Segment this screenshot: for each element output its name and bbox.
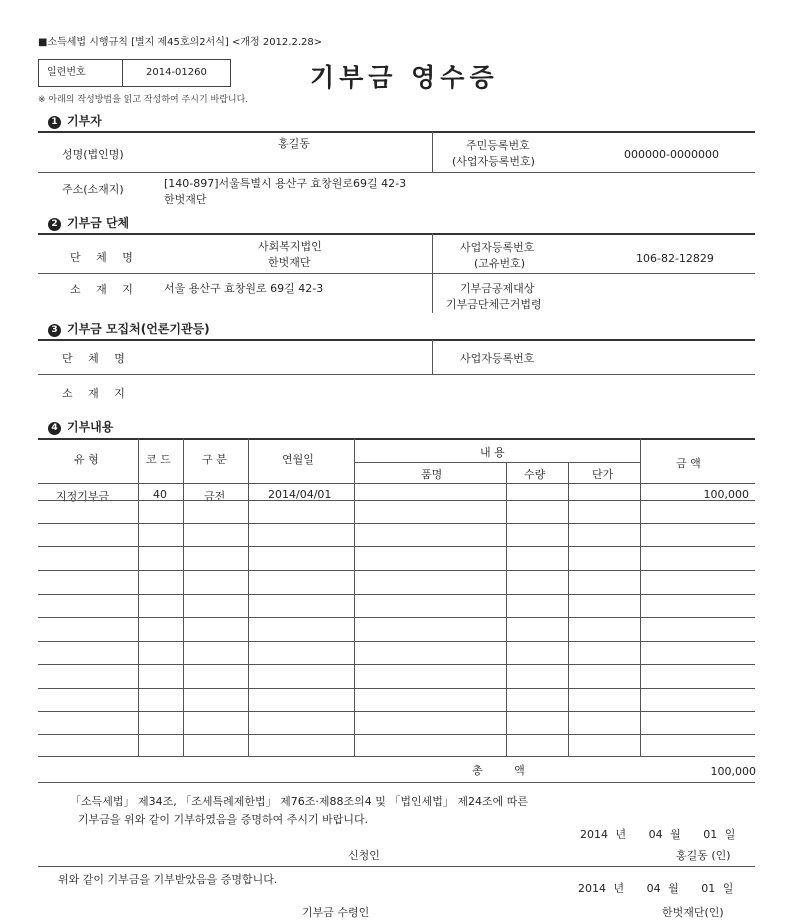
cell-date: 2014/04/01 <box>268 488 332 501</box>
divider <box>38 866 755 867</box>
total-value: 100,000 <box>710 765 756 778</box>
col-header-type: 유 형 <box>74 453 99 466</box>
col-header-code: 코 드 <box>146 453 171 466</box>
org-name-line1: 사회복지법인 <box>258 240 322 253</box>
grid-line <box>38 641 755 642</box>
col-header-date: 연월일 <box>282 453 314 466</box>
cell-type: 지정기부금 <box>56 490 110 503</box>
application-date <box>580 826 735 842</box>
donor-address-line1: [140-897]서울특별시 용산구 효창원로69길 42-3 <box>164 177 407 190</box>
org-reg-label-2: (고유번호) <box>474 257 526 270</box>
divider <box>38 172 755 173</box>
grid-line <box>183 438 184 756</box>
donor-id-value: 000000-0000000 <box>624 148 719 161</box>
grid-line <box>248 438 249 756</box>
org-name-line2: 한벗재단 <box>268 256 311 269</box>
section-number-badge: 4 <box>48 422 61 435</box>
serial-divider <box>122 60 123 86</box>
org-reg-value: 106-82-12829 <box>636 252 714 265</box>
grid-line <box>38 664 755 665</box>
serial-number-box <box>38 59 231 87</box>
grid-line <box>38 782 755 783</box>
org-name-label: 단 체 명 <box>70 251 139 264</box>
org-basis-label-2: 기부금단체근거법령 <box>446 298 542 311</box>
org-reg-label-1: 사업자등록번호 <box>460 241 535 254</box>
legal-statement-line1: 「소득세법」 제34조, 「조세특례제한법」 제76조·제88조의4 및 「법인세법」 제24조에 따른 <box>70 795 528 808</box>
section-title: 기부금 단체 <box>67 216 130 230</box>
year-unit: 년 <box>613 882 625 895</box>
page-title: 기부금 영수증 <box>310 63 499 92</box>
grid-line <box>38 756 755 757</box>
section-collector-heading <box>48 320 210 337</box>
legal-statement-line2: 기부금을 위와 같이 기부하였음을 증명하여 주시기 바랍니다. <box>78 813 369 826</box>
donor-id-label-1: 주민등록번호 <box>466 139 530 152</box>
section-number-badge: 3 <box>48 324 61 337</box>
grid-line <box>38 570 755 571</box>
grid-line <box>38 483 755 484</box>
donor-address-label: 주소(소재지) <box>62 183 124 196</box>
donor-name-label: 성명(법인명) <box>62 148 124 161</box>
collector-name-label: 단 체 명 <box>62 352 131 365</box>
applicant-label: 신청인 <box>348 849 380 862</box>
collector-location-label: 소 재 지 <box>62 387 131 400</box>
day-unit: 일 <box>724 828 736 841</box>
date1-year: 2014 <box>580 828 608 841</box>
grid-line <box>38 617 755 618</box>
form-reference: ■소득세법 시행규칙 [별지 제45호의2서식] <개정 2012.2.28> <box>38 37 323 48</box>
grid-line <box>640 438 641 756</box>
grid-line <box>354 462 640 463</box>
org-basis-label-1: 기부금공제대상 <box>460 282 535 295</box>
instruction-note: ※ 아래의 작성방법을 읽고 작성하여 주시기 바랍니다. <box>38 95 249 105</box>
grid-line <box>38 546 755 547</box>
section-donor-heading <box>48 112 102 129</box>
divider <box>38 339 755 341</box>
date1-day: 01 <box>703 828 718 841</box>
collector-reg-label: 사업자등록번호 <box>460 352 535 365</box>
divider <box>432 131 433 172</box>
section-title: 기부금 모집처(언론기관등) <box>67 322 210 336</box>
receipt-date <box>578 880 733 896</box>
grid-line <box>138 438 139 756</box>
donor-id-label-2: (사업자등록번호) <box>452 155 535 168</box>
cell-category: 금전 <box>204 490 226 503</box>
month-unit: 월 <box>668 882 679 895</box>
divider <box>38 131 755 133</box>
section-number-badge: 1 <box>48 116 61 129</box>
grid-line <box>38 688 755 689</box>
date2-year: 2014 <box>578 882 606 895</box>
col-header-unit-price: 단가 <box>592 468 614 481</box>
cell-code: 40 <box>153 488 167 501</box>
applicant-name: 홍길동 (인) <box>676 849 731 862</box>
col-header-item: 품명 <box>421 468 443 481</box>
donor-name-value: 홍길동 <box>278 137 310 150</box>
divider <box>38 374 755 375</box>
section-org-heading <box>48 214 129 231</box>
divider <box>432 339 433 374</box>
divider <box>38 438 755 440</box>
divider <box>38 273 755 274</box>
recipient-label: 기부금 수령인 <box>302 906 370 919</box>
section-title: 기부내용 <box>67 420 114 434</box>
section-title: 기부자 <box>67 114 102 128</box>
org-location-label: 소 재 지 <box>70 283 139 296</box>
col-header-category: 구 분 <box>202 453 227 466</box>
serial-label: 일련번호 <box>47 67 86 78</box>
confirmation-statement: 위와 같이 기부금을 기부받았음을 증명합니다. <box>58 873 278 886</box>
year-unit: 년 <box>615 828 627 841</box>
day-unit: 일 <box>722 882 734 895</box>
divider <box>38 233 755 235</box>
grid-line <box>354 438 355 756</box>
date2-day: 01 <box>701 882 716 895</box>
grid-line <box>38 500 755 501</box>
grid-line <box>38 711 755 712</box>
section-number-badge: 2 <box>48 218 61 231</box>
date2-month: 04 <box>646 882 661 895</box>
recipient-name: 한벗재단(인) <box>662 906 724 919</box>
org-location-value: 서울 용산구 효창원로 69길 42-3 <box>164 282 324 295</box>
serial-value: 2014-01260 <box>146 67 207 78</box>
month-unit: 월 <box>670 828 681 841</box>
col-header-qty: 수량 <box>524 468 546 481</box>
total-label: 총 액 <box>472 764 539 777</box>
col-header-content: 내 용 <box>480 446 505 459</box>
grid-line <box>38 594 755 595</box>
section-donation-heading <box>48 418 113 435</box>
col-header-amount: 금 액 <box>676 457 701 470</box>
donor-address-line2: 한벗재단 <box>164 193 207 206</box>
date1-month: 04 <box>648 828 663 841</box>
grid-line <box>38 734 755 735</box>
grid-line <box>38 523 755 524</box>
cell-amount: 100,000 <box>703 488 749 501</box>
